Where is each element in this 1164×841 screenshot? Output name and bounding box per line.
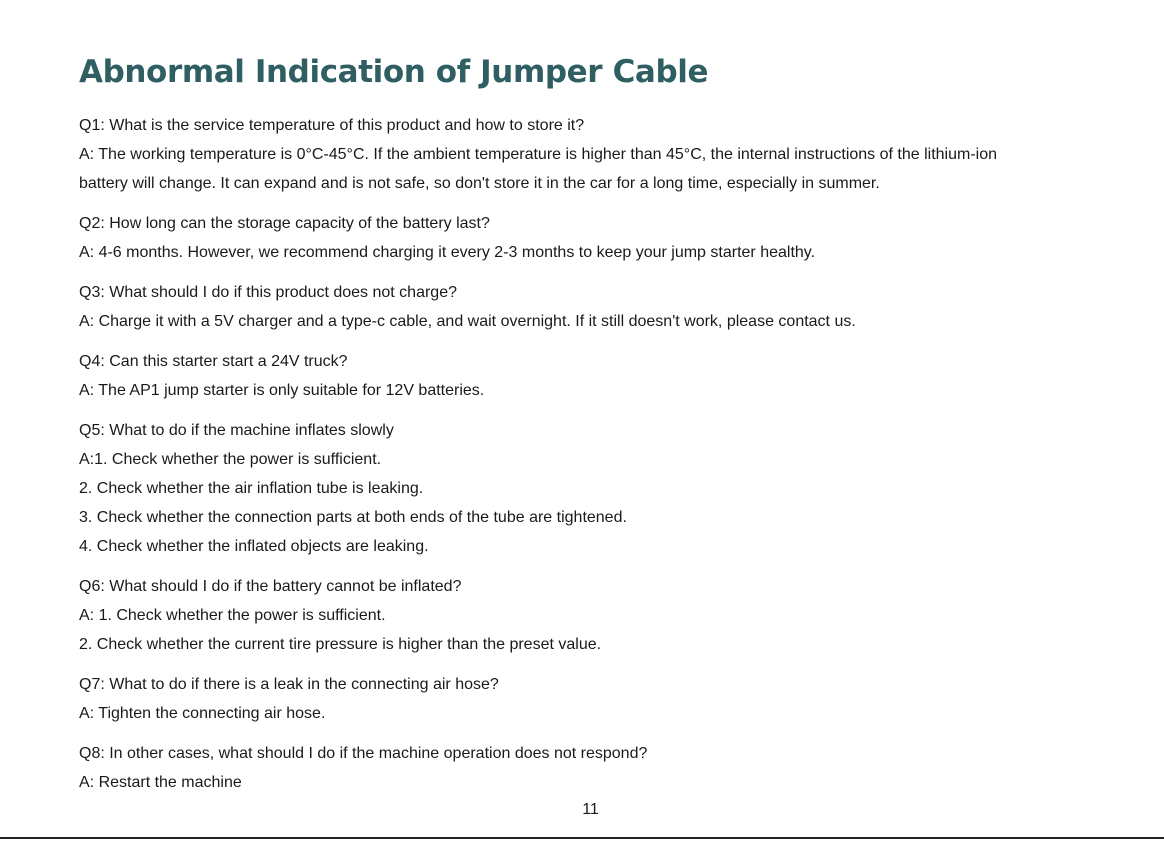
faq-item-q6 xyxy=(79,572,1109,659)
answer-line: A:1. Check whether the power is sufficient. xyxy=(79,451,382,468)
page-number: 11 xyxy=(582,801,599,818)
question-text: Q3: What should I do if this product does not charge? xyxy=(79,284,457,301)
faq-item-q8 xyxy=(79,739,1109,797)
question-text: Q4: Can this starter start a 24V truck? xyxy=(79,353,348,370)
question-text: Q5: What to do if the machine inflates slowly xyxy=(79,422,394,439)
answer-line: 2. Check whether the air inflation tube is leaking. xyxy=(79,480,424,497)
faq-list xyxy=(79,111,1109,808)
answer-line: A: The AP1 jump starter is only suitable for 12V batteries. xyxy=(79,382,485,399)
answer-line: 2. Check whether the current tire pressure is higher than the preset value. xyxy=(79,636,602,653)
faq-item-q7 xyxy=(79,670,1109,728)
answer-line: A: Tighten the connecting air hose. xyxy=(79,705,326,722)
faq-item-q4 xyxy=(79,347,1109,405)
answer-line: battery will change. It can expand and is not safe, so don't store it in the car for a long time, especially in summer. xyxy=(79,175,880,192)
answer-line: A: 1. Check whether the power is sufficient. xyxy=(79,607,386,624)
bottom-divider xyxy=(0,837,1164,839)
answer-line: A: Restart the machine xyxy=(79,774,242,791)
question-text: Q7: What to do if there is a leak in the connecting air hose? xyxy=(79,676,499,693)
question-text: Q2: How long can the storage capacity of the battery last? xyxy=(79,215,490,232)
answer-line: 4. Check whether the inflated objects are leaking. xyxy=(79,538,429,555)
page-title: Abnormal Indication of Jumper Cable xyxy=(79,54,709,90)
faq-item-q2 xyxy=(79,209,1109,267)
question-text: Q1: What is the service temperature of this product and how to store it? xyxy=(79,117,585,134)
faq-item-q3 xyxy=(79,278,1109,336)
faq-item-q1 xyxy=(79,111,1109,198)
answer-line: A: The working temperature is 0°C-45°C. If the ambient temperature is higher than 45°C, the internal instructions of the lithium-ion xyxy=(79,146,998,163)
faq-item-q5 xyxy=(79,416,1109,561)
answer-line: 3. Check whether the connection parts at both ends of the tube are tightened. xyxy=(79,509,627,526)
question-text: Q6: What should I do if the battery cannot be inflated? xyxy=(79,578,462,595)
question-text: Q8: In other cases, what should I do if the machine operation does not respond? xyxy=(79,745,648,762)
answer-line: A: Charge it with a 5V charger and a type-c cable, and wait overnight. If it still doesn't work, please contact us. xyxy=(79,313,856,330)
answer-line: A: 4-6 months. However, we recommend charging it every 2-3 months to keep your jump starter healthy. xyxy=(79,244,816,261)
